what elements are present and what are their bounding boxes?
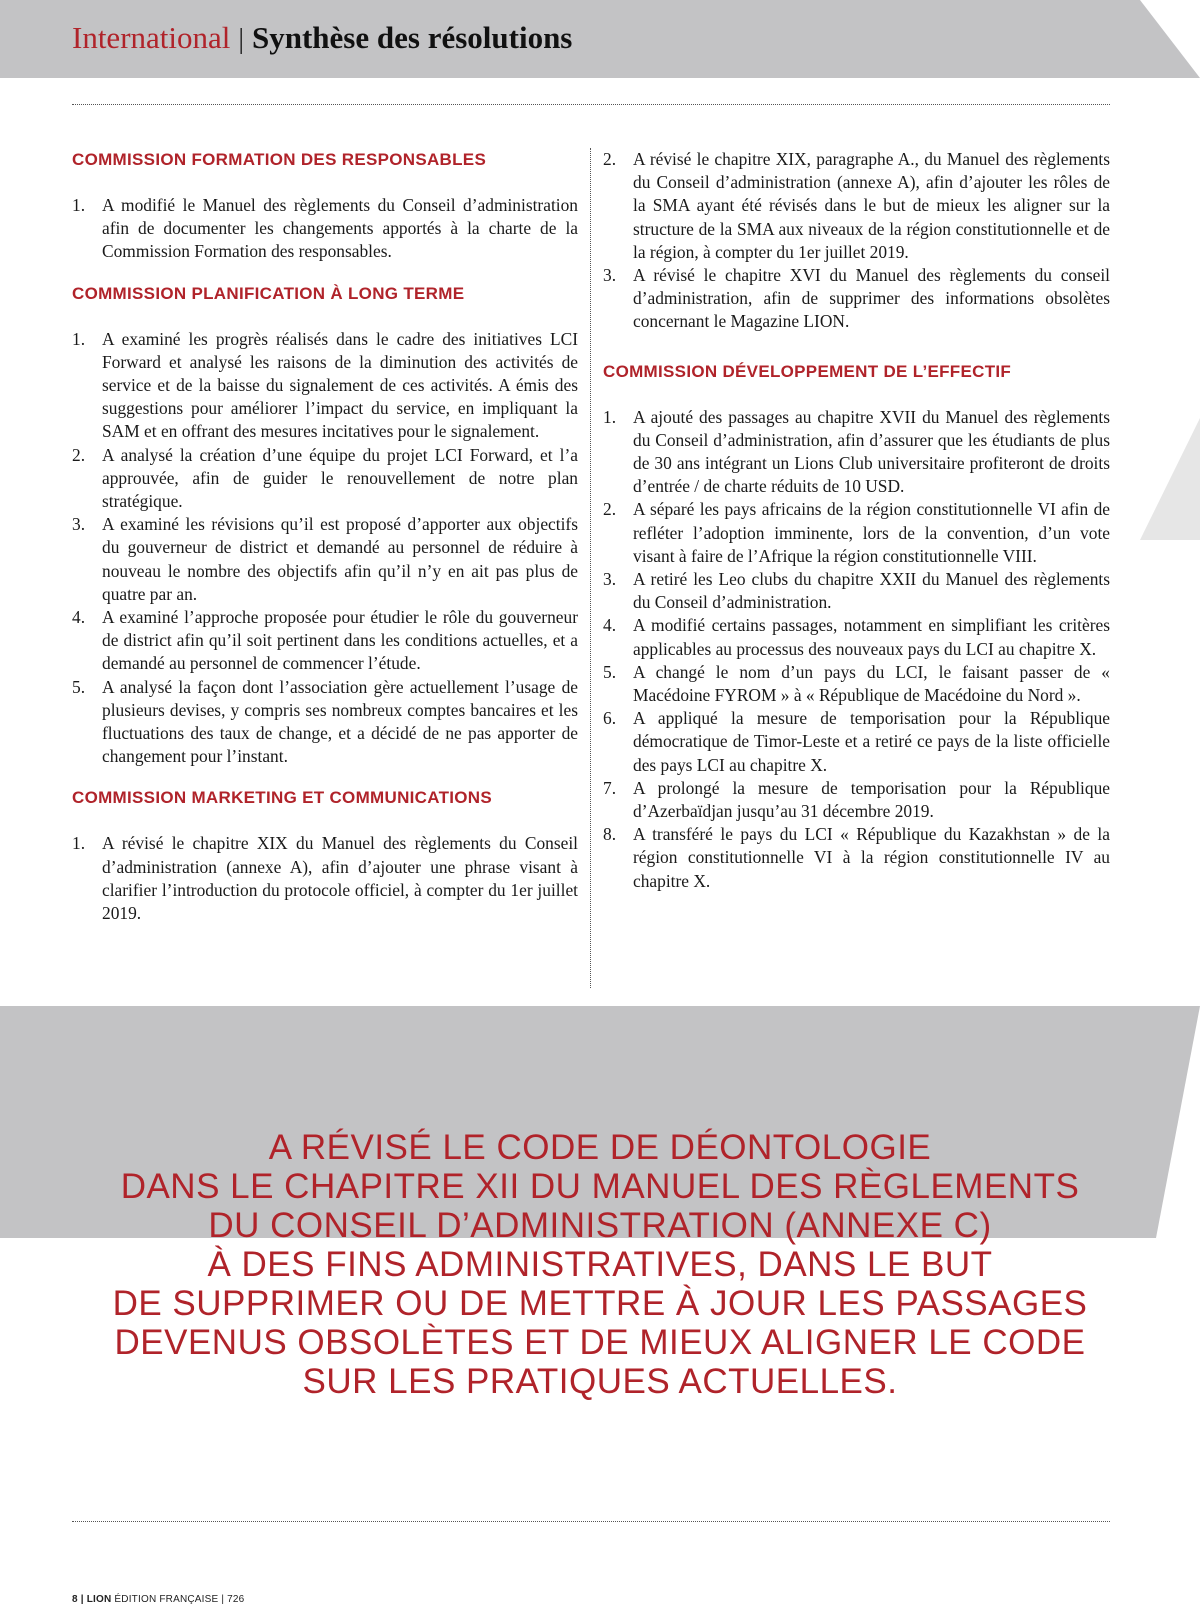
list-item (603, 707, 1110, 777)
list-item (603, 614, 1110, 660)
item-text: A transféré le pays du LCI « République du Kazakhstan » de la région constitutionnelle VI à la région constitutionnelle IV au chapitre X. (633, 824, 1110, 891)
section-heading: COMMISSION MARKETING ET COMMUNICATIONS (72, 788, 493, 808)
item-number: 3. (72, 514, 86, 535)
column-divider (590, 148, 591, 988)
pull-quote-line: DEVENUS OBSOLÈTES ET DE MIEUX ALIGNER LE CODE (114, 1323, 1086, 1362)
item-number: 7. (603, 777, 617, 798)
section-formation (72, 148, 578, 264)
section-heading: COMMISSION PLANIFICATION À LONG TERME (72, 283, 465, 303)
bottom-divider (72, 1521, 1110, 1522)
item-text: A modifié le Manuel des règlements du Conseil d’administration afin de documenter les changements apportés à la charte de la Commission Formation des responsables. (102, 195, 578, 262)
list-item (72, 444, 578, 514)
list-item (603, 498, 1110, 568)
section-planification (72, 282, 578, 769)
list-item (72, 832, 578, 925)
item-number: 3. (603, 265, 617, 286)
issue-number: 726 (227, 1594, 245, 1605)
page-number: 8 (72, 1594, 78, 1605)
list-item (72, 328, 578, 444)
quote-band-notch (1156, 1006, 1200, 1238)
resolution-list (72, 328, 578, 769)
list-item (603, 568, 1110, 614)
item-text: A ajouté des passages au chapitre XVII du Manuel des règlements du Conseil d’administration, afin d’assurer que les étudiants de plus de 30 ans intégrant un Lions Club universitaire profiteront de droits d’entrée / de charte réduits de 10 USD. (633, 406, 1110, 497)
section-heading: COMMISSION FORMATION DES RESPONSABLES (72, 150, 487, 169)
item-number: 5. (603, 661, 617, 682)
section-marketing-continued (603, 148, 1110, 334)
header-separator: | (238, 24, 244, 55)
item-number: 8. (603, 824, 617, 845)
item-text: A appliqué la mesure de temporisation pour la République démocratique de Timor-Leste et a retiré ce pays de la liste officielle des pays LCI au chapitre X. (633, 708, 1110, 775)
item-number: 5. (72, 676, 86, 697)
item-text: A modifié certains passages, notamment en simplifiant les critères applicables au processus des nouveaux pays du LCI au chapitre X. (633, 615, 1110, 659)
item-text: A révisé le chapitre XVI du Manuel des règlements du conseil d’administration, afin de supprimer des informations obsolètes concernant le Magazine LION. (633, 265, 1110, 332)
edition-label: ÉDITION FRANÇAISE (114, 1594, 219, 1605)
right-column (603, 148, 1110, 893)
list-item (603, 406, 1110, 499)
item-number: 1. (72, 195, 86, 215)
item-text: A retiré les Leo clubs du chapitre XXII du Manuel des règlements du Conseil d’administration. (633, 569, 1110, 613)
pull-quote-line: SUR LES PRATIQUES ACTUELLES. (302, 1362, 898, 1401)
list-item (603, 823, 1110, 893)
section-marketing (72, 786, 578, 925)
item-number: 1. (72, 328, 86, 349)
header-notch (1140, 0, 1200, 78)
top-divider (72, 104, 1110, 105)
list-item (72, 513, 578, 606)
pull-quote-line: A RÉVISÉ LE CODE DE DÉONTOLOGIE (268, 1128, 932, 1167)
list-item (72, 194, 578, 264)
item-number: 1. (72, 833, 86, 854)
section-heading: COMMISSION DÉVELOPPEMENT DE L’EFFECTIF (603, 361, 1012, 381)
header-section: International (72, 20, 231, 55)
resolution-list (603, 406, 1110, 893)
item-text: A révisé le chapitre XIX du Manuel des règlements du Conseil d’administration (annexe A), afin d’ajouter une phrase visant à clarifier l’introduction du protocole officiel, à compter du 1er juillet 2019. (102, 833, 578, 924)
list-item (72, 676, 578, 769)
item-number: 3. (603, 569, 617, 590)
list-item (603, 661, 1110, 707)
item-number: 6. (603, 708, 617, 729)
page-header (72, 18, 572, 60)
page-footer (72, 1594, 244, 1605)
item-text: A analysé la création d’une équipe du projet LCI Forward, et l’a approuvée, afin de guider le renouvellement de notre plan stratégique. (102, 444, 578, 512)
resolution-list (72, 194, 578, 264)
item-text: A prolongé la mesure de temporisation pour la République d’Azerbaïdjan jusqu’au 31 décembre 2019. (633, 777, 1110, 822)
header-subtitle: Synthèse des résolutions (252, 20, 573, 55)
section-effectif (603, 360, 1110, 893)
footer-separator: | (80, 1594, 84, 1605)
item-number: 2. (603, 499, 617, 520)
item-number: 2. (603, 149, 617, 169)
pull-quote-line: DU CONSEIL D’ADMINISTRATION (ANNEXE C) (208, 1206, 992, 1245)
item-text: A examiné les révisions qu’il est proposé d’apporter aux objectifs du gouverneur de district et demandé au personnel de réduire à nouveau le nombre des objectifs afin qu’il n’y en ait pas plus de quatre par an. (102, 514, 578, 604)
item-number: 1. (603, 406, 617, 427)
decorative-triangle (1140, 418, 1200, 540)
pull-quote-line: À DES FINS ADMINISTRATIVES, DANS LE BUT (207, 1245, 993, 1284)
list-item (603, 777, 1110, 823)
pull-quote-line: DE SUPPRIMER OU DE METTRE À JOUR LES PASSAGES (112, 1284, 1088, 1323)
item-text: A séparé les pays africains de la région constitutionnelle VI afin de refléter l’adoption imminente, lors de la convention, d’un vote visant à faire de l’Afrique la région constitutionnelle VIII. (633, 499, 1110, 566)
pull-quote (60, 1128, 1140, 1401)
footer-separator: | (221, 1594, 225, 1605)
magazine-name: LION (86, 1594, 112, 1605)
item-number: 4. (72, 607, 86, 628)
item-number: 2. (72, 444, 86, 465)
resolution-list (72, 832, 578, 925)
left-column (72, 148, 578, 925)
list-item (603, 264, 1110, 334)
item-text: A analysé la façon dont l’association gère actuellement l’usage de plusieurs devises, y compris ses nombreux comptes bancaires et les fluctuations des taux de change, et a décidé de ne pas apporter de changement pour l’instant. (102, 676, 578, 767)
resolution-list (603, 148, 1110, 334)
item-number: 4. (603, 615, 617, 636)
item-text: A examiné l’approche proposée pour étudier le rôle du gouverneur de district afin qu’il soit pertinent dans les conditions actuelles, et a demandé au personnel de commencer l’étude. (102, 607, 578, 674)
list-item (603, 148, 1110, 264)
pull-quote-line: DANS LE CHAPITRE XII DU MANUEL DES RÈGLEMENTS (120, 1167, 1080, 1206)
list-item (72, 606, 578, 676)
item-text: A révisé le chapitre XIX, paragraphe A., du Manuel des règlements du Conseil d’administration (annexe A), afin d’ajouter les rôles de la SMA ayant été révisés dans le but de mieux les aligner sur la structure de la SMA aux niveaux de la région constitutionnelle et de la région, à compter du 1er juillet 2019. (633, 149, 1110, 262)
item-text: A examiné les progrès réalisés dans le cadre des initiatives LCI Forward et analysé les raisons de la diminution des activités de service et de la baisse du signalement de ces activités. A émis des suggestions pour améliorer l’impact du service, en impliquant la SAM et en offrant des mesures incitatives pour le signalement. (102, 328, 578, 442)
item-text: A changé le nom d’un pays du LCI, le faisant passer de « Macédoine FYROM » à « République de Macédoine du Nord ». (633, 661, 1110, 706)
